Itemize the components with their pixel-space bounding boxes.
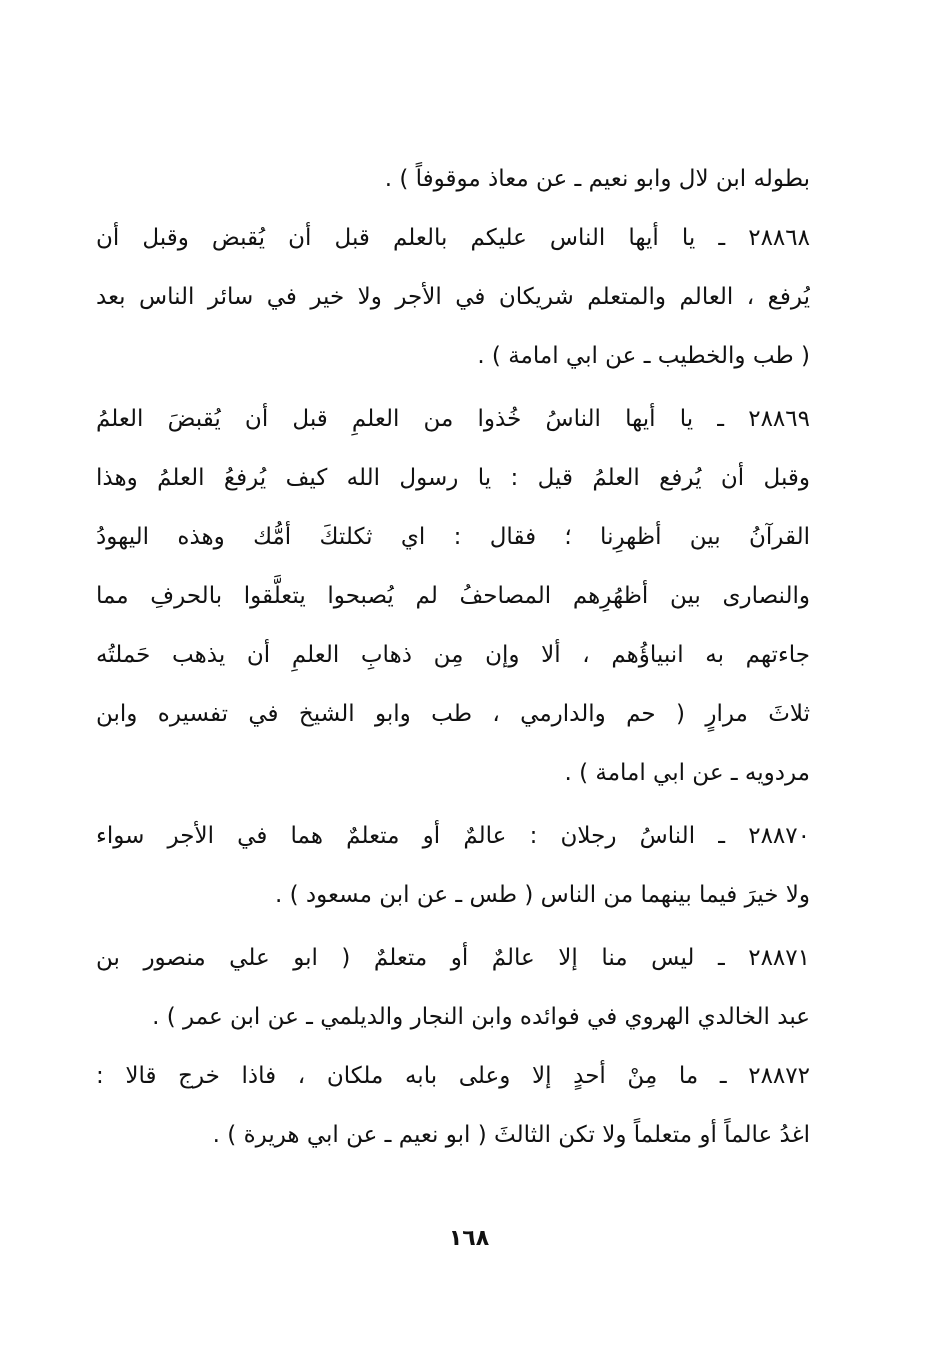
text-line: مردويه ـ عن ابي امامة ) . bbox=[564, 760, 810, 786]
text-line: جاءتهم به انبياؤُهم ، ألا وإن مِن ذهابِ العلمِ أن يذهب حَملتُه bbox=[96, 642, 810, 668]
text-line: يُرفع ، العالم والمتعلم شريكان في الأجر ولا خير في سائر الناس بعد bbox=[96, 284, 810, 310]
text-line: ( طب والخطيب ـ عن ابي امامة ) . bbox=[477, 343, 810, 369]
text-line: والنصارى بين أظهُرِهم المصاحفُ لم يُصبحوا يتعلَّقوا بالحرفِ مما bbox=[96, 583, 810, 609]
text-line: بطوله ابن لال وابو نعيم ـ عن معاذ موقوفاً ) . bbox=[384, 166, 810, 192]
hadith-28871-line: ٢٨٨٧١ ـ ليس منا إلا عالمٌ أو متعلمٌ ( ابو علي منصور بن bbox=[96, 945, 810, 971]
text-line: وقبل أن يُرفع العلمُ قيل : يا رسول الله كيف يُرفعُ العلمُ وهذا bbox=[96, 465, 810, 491]
page-number: ١٦٨ bbox=[448, 1226, 490, 1251]
hadith-28868-line: ٢٨٨٦٨ ـ يا أيها الناس عليكم بالعلم قبل أن يُقبض وقبل أن bbox=[96, 225, 810, 251]
hadith-28869-line: ٢٨٨٦٩ ـ يا أيها الناسُ خُذوا من العلمِ قبل أن يُقبضَ العلمُ bbox=[96, 406, 810, 432]
text-line: اغدُ عالماً أو متعلماً ولا تكن الثالثَ ( ابو نعيم ـ عن ابي هريرة ) . bbox=[212, 1122, 810, 1148]
text-line: عبد الخالدي الهروي في فوائده وابن النجار والديلمي ـ عن ابن عمر ) . bbox=[152, 1004, 810, 1030]
text-body bbox=[96, 150, 810, 1165]
text-line: ولا خيرَ فيما بينهما من الناس ( طس ـ عن ابن مسعود ) . bbox=[274, 882, 810, 908]
hadith-28870-line: ٢٨٨٧٠ ـ الناسُ رجلان : عالمٌ أو متعلمٌ هما في الأجر سواء bbox=[96, 823, 810, 849]
text-line: القرآنُ بين أظهرِنا ؛ فقال : اي ثكلتكَ أمُّك وهذه اليهودُ bbox=[96, 524, 810, 550]
hadith-28872-line: ٢٨٨٧٢ ـ ما مِنْ أحدٍ إلا وعلى بابه ملكان ، فاذا خرج قالا : bbox=[96, 1063, 810, 1089]
text-line: ثلاثَ مرارٍ ( حم والدارمي ، طب وابو الشيخ في تفسيره وابن bbox=[96, 701, 810, 727]
